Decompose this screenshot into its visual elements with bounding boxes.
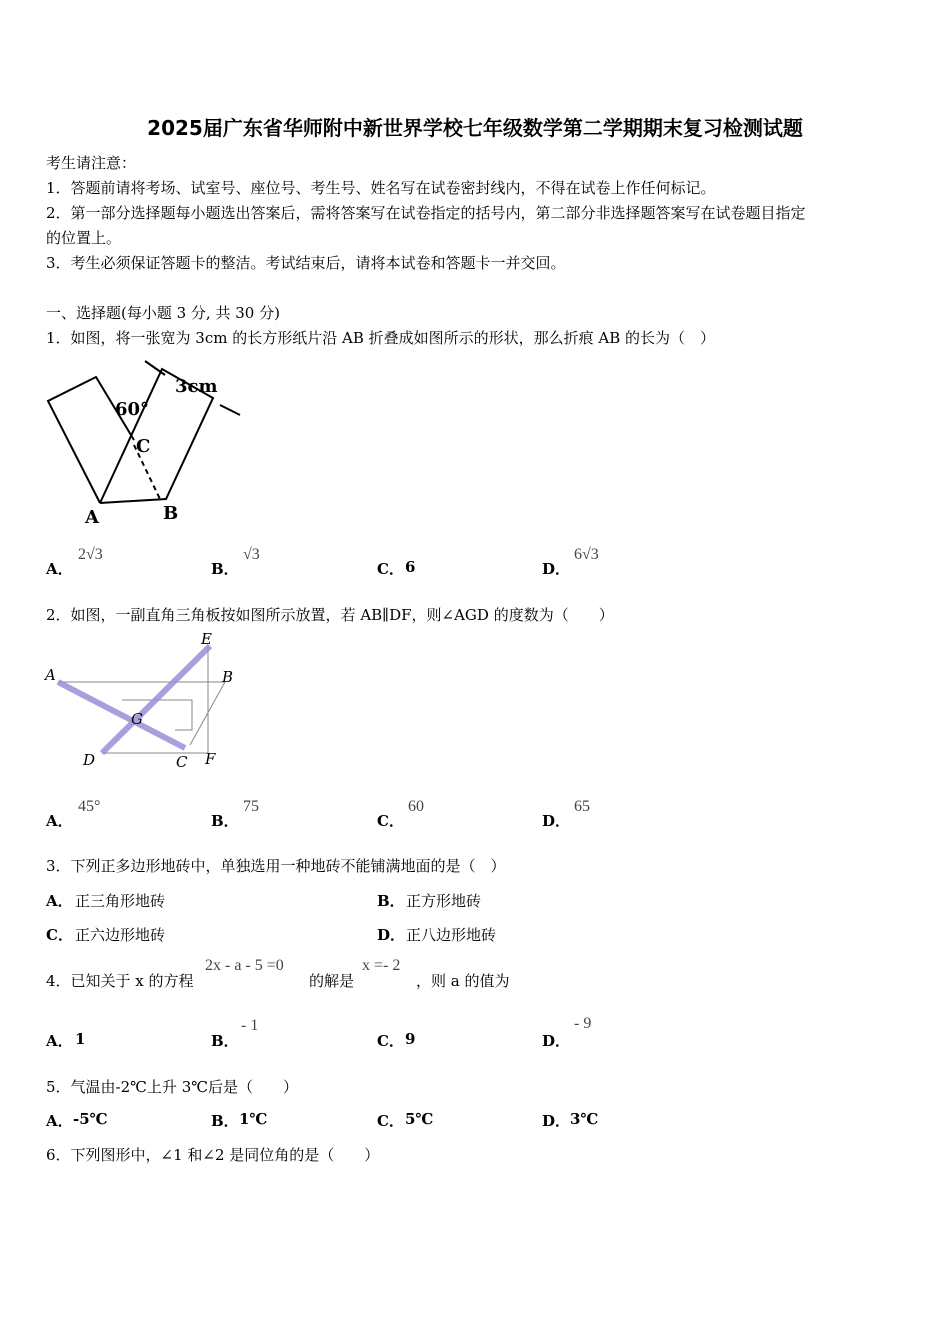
option-label: B． [211, 1032, 239, 1050]
option-label: A． [46, 560, 73, 578]
option-value: 60 [408, 798, 424, 815]
option-value: - 1 [241, 1017, 259, 1034]
question-4: 4．已知关于 x 的方程 [46, 972, 194, 990]
option-label: C． [377, 560, 404, 578]
section-heading: 一、选择题(每小题 3 分, 共 30 分) [46, 304, 280, 322]
notice-item: 2．第一部分选择题每小题选出答案后，需将答案写在试卷指定的括号内，第二部分非选择题答案写在试卷题目指定 [46, 204, 806, 222]
option-value: 正六边形地砖 [75, 926, 166, 944]
point-label: F [205, 750, 216, 768]
question-1: 1．如图，将一张宽为 3cm 的长方形纸片沿 AB 折叠成如图所示的形状，那么折痕 AB 的长为（ ） [46, 329, 716, 347]
option-value: 1 [75, 1030, 86, 1048]
point-label: A [45, 666, 56, 684]
question-5: 5．气温由-2℃上升 3℃后是（ ） [46, 1078, 299, 1096]
question-4-text: ，则 a 的值为 [416, 972, 510, 990]
option-label: C． [46, 926, 73, 944]
equation: 2x - a - 5 =0 [205, 957, 284, 974]
point-label: C [176, 753, 188, 771]
point-label: C [136, 436, 151, 457]
point-label: E [201, 630, 212, 648]
option-value: 9 [405, 1030, 416, 1048]
option-value: 6 [405, 558, 416, 576]
option-label: C． [377, 812, 404, 830]
question-3: 3．下列正多边形地砖中，单独选用一种地砖不能铺满地面的是（ ） [46, 857, 506, 875]
notice-item: 3．考生必须保证答题卡的整洁。考试结束后，请将本试卷和答题卡一并交回。 [46, 254, 566, 272]
option-value: 正三角形地砖 [75, 892, 166, 910]
question-2: 2．如图，一副直角三角板按如图所示放置，若 AB∥DF，则∠AGD 的度数为（ ） [46, 606, 614, 624]
option-label: B． [211, 1112, 239, 1130]
option-value: 正八边形地砖 [406, 926, 497, 944]
option-value: -5℃ [73, 1110, 108, 1128]
triangle-diagram [40, 630, 250, 780]
option-label: D． [542, 812, 571, 830]
question-4-text: 的解是 [309, 972, 355, 990]
option-value: 6√3 [574, 546, 599, 563]
option-value: 65 [574, 798, 590, 815]
notice-item: 1．答题前请将考场、试室号、座位号、考生号、姓名写在试卷密封线内，不得在试卷上作任何标记。 [46, 179, 716, 197]
option-label: A． [46, 1112, 73, 1130]
option-label: A． [46, 812, 73, 830]
option-label: D． [542, 1112, 571, 1130]
solution: x =- 2 [362, 957, 401, 974]
fold-diagram [40, 355, 260, 530]
point-label: A [85, 507, 99, 528]
point-label: B [222, 668, 234, 686]
option-value: 正方形地砖 [406, 892, 482, 910]
notice-item: 的位置上。 [46, 229, 122, 247]
angle-label: 60° [115, 399, 150, 420]
option-value: 1℃ [239, 1110, 268, 1128]
notice-head: 考生请注意： [46, 154, 137, 172]
option-label: A． [46, 1032, 73, 1050]
option-value: 45° [78, 798, 101, 815]
option-value: √3 [243, 546, 260, 563]
option-value: 5℃ [405, 1110, 434, 1128]
option-value: 3℃ [570, 1110, 599, 1128]
option-label: D． [377, 926, 406, 944]
width-label: 3cm [175, 376, 218, 397]
question-6: 6．下列图形中，∠1 和∠2 是同位角的是（ ） [46, 1146, 380, 1164]
option-label: D． [542, 1032, 571, 1050]
option-value: - 9 [574, 1015, 592, 1032]
point-label: G [131, 710, 143, 728]
option-value: 2√3 [78, 546, 103, 563]
option-label: B． [211, 560, 239, 578]
option-label: C． [377, 1032, 404, 1050]
option-value: 75 [243, 798, 259, 815]
option-label: D． [542, 560, 571, 578]
point-label: D [83, 751, 96, 769]
page-title: 2025届广东省华师附中新世界学校七年级数学第二学期期末复习检测试题 [147, 116, 803, 140]
point-label: B [163, 503, 179, 524]
option-label: A． [46, 892, 73, 910]
option-label: C． [377, 1112, 404, 1130]
option-label: B． [211, 812, 239, 830]
option-label: B． [377, 892, 405, 910]
